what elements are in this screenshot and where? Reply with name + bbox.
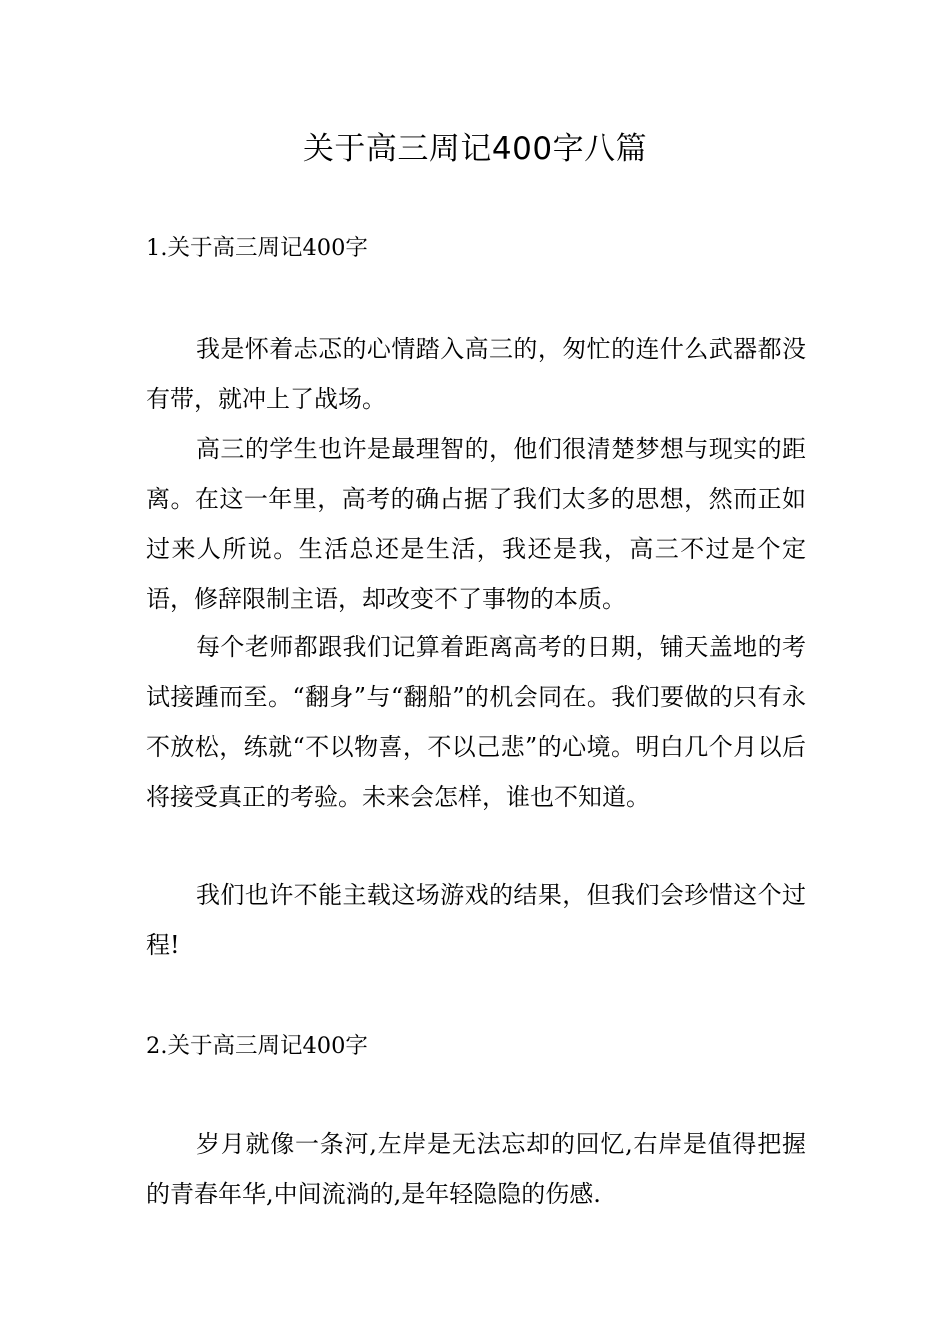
- paragraph: 我是怀着忐忑的心情踏入高三的，匆忙的连什么武器都没有带，就冲上了战场。: [146, 335, 806, 413]
- paragraph: 每个老师都跟我们记算着距离高考的日期，铺天盖地的考试接踵而至。“翻身”与“翻船”的机会同在。我们要做的只有永不放松，练就“不以物喜，不以己悲”的心境。明白几个月以后将接受真正的考验。未来会怎样，谁也不知道。: [146, 633, 806, 811]
- paragraph: 高三的学生也许是最理智的，他们很清楚梦想与现实的距离。在这一年里，高考的确占据了我们太多的思想，然而正如过来人所说。生活总还是生活，我还是我，高三不过是个定语，修辞限制主语，却改变不了事物的本质。: [146, 435, 806, 613]
- document-title: 关于高三周记400字八篇: [302, 131, 648, 167]
- section-heading-1: 1.关于高三周记400字: [146, 235, 368, 261]
- paragraph: 我们也许不能主载这场游戏的结果，但我们会珍惜这个过程!: [146, 881, 806, 959]
- paragraph: 岁月就像一条河,左岸是无法忘却的回忆,右岸是值得把握的青春年华,中间流淌的,是年轻隐隐的伤感.: [146, 1130, 806, 1208]
- section-heading-2: 2.关于高三周记400字: [146, 1033, 368, 1059]
